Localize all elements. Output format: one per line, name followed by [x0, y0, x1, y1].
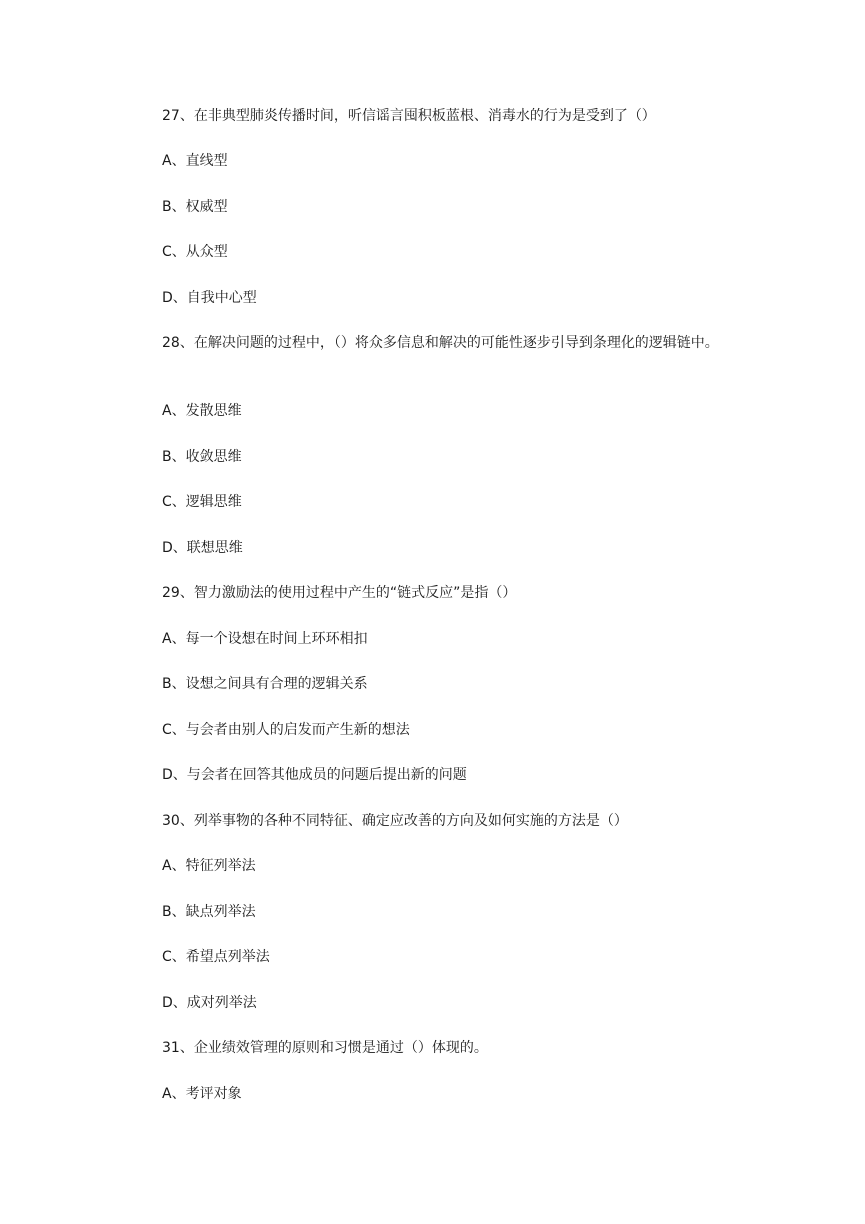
question-29-option-c: C、与会者由别人的启发而产生新的想法	[162, 722, 410, 738]
question-28-option-b: B、收敛思维	[162, 449, 242, 465]
question-29-option-b: B、设想之间具有合理的逻辑关系	[162, 676, 368, 692]
question-28-stem: 28、在解决问题的过程中，（）将众多信息和解决的可能性逐步引导到条理化的逻辑链中。	[162, 335, 719, 351]
question-29-option-d: D、与会者在回答其他成员的问题后提出新的问题	[162, 767, 467, 783]
question-30-option-b: B、缺点列举法	[162, 904, 256, 920]
question-30-option-a: A、特征列举法	[162, 858, 256, 874]
question-27-option-a: A、直线型	[162, 153, 228, 169]
question-29-stem: 29、智力激励法的使用过程中产生的“链式反应”是指（）	[162, 585, 517, 601]
question-27-option-d: D、自我中心型	[162, 290, 257, 306]
question-28-option-c: C、逻辑思维	[162, 494, 242, 510]
question-31-stem: 31、企业绩效管理的原则和习惯是通过（）体现的。	[162, 1040, 488, 1056]
question-30-stem: 30、列举事物的各种不同特征、确定应改善的方向及如何实施的方法是（）	[162, 813, 628, 829]
question-28-option-a: A、发散思维	[162, 403, 242, 419]
question-27-option-b: B、权威型	[162, 199, 228, 215]
question-28-option-d: D、联想思维	[162, 540, 243, 556]
question-27-option-c: C、从众型	[162, 244, 228, 260]
question-30-option-c: C、希望点列举法	[162, 949, 270, 965]
question-29-option-a: A、每一个设想在时间上环环相扣	[162, 631, 368, 647]
question-31-option-a: A、考评对象	[162, 1086, 242, 1102]
question-30-option-d: D、成对列举法	[162, 995, 257, 1011]
question-27-stem: 27、在非典型肺炎传播时间，听信谣言囤积板蓝根、消毒水的行为是受到了（）	[162, 108, 656, 124]
